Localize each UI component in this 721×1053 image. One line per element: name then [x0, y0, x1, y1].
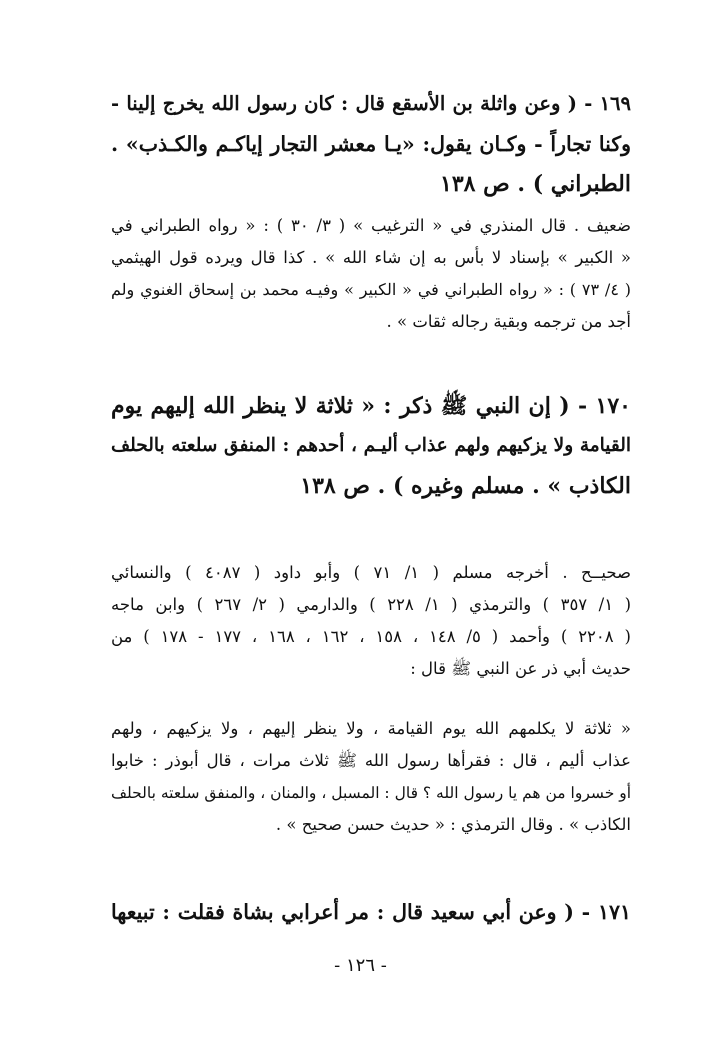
note-170-text-line: عذاب أليم ، قال : فقرأها رسول الله ﷺ ثلاث مرات ، قال أبوذر : خابوا: [111, 751, 631, 770]
hadith-169-line: وكنا تجاراً - وكـان يقول: «يـا معشر التجار إياكـم والكـذب» .: [111, 132, 631, 156]
note-169-line: « الكبير » بإسناد لا بأس به إن شاء الله » . كذا قال ويرده قول الهيثمي: [111, 248, 631, 267]
hadith-171: [111, 892, 631, 932]
note-170-sources-line: صحيــح . أخرجه مسلم ( ١/ ٧١ ) وأبو داود ( ٤٠٨٧ ) والنسائي: [111, 563, 631, 582]
hadith-170-line: ١٧٠ - ( إن النبي ﷺ ذكر : « ثلاثة لا ينظر الله إليهم يوم: [111, 393, 631, 419]
note-170-sources-line: حديث أبي ذر عن النبي ﷺ قال :: [410, 659, 631, 678]
hadith-170-line: الكاذب » . مسلم وغيره ) . ص ١٣٨: [300, 473, 631, 499]
note-169: [111, 210, 631, 338]
note-170-sources-line: ( ٢٢٠٨ ) وأحمد ( ٥/ ١٤٨ ، ١٥٨ ، ١٦٢ ، ١٦٨ ، ١٧٧ - ١٧٨ ) من: [111, 627, 631, 646]
note-170-sources-line: ( ١/ ٣٥٧ ) والترمذي ( ١/ ٢٢٨ ) والدارمي ( ٢/ ٢٦٧ ) وابن ماجه: [111, 595, 631, 614]
note-170-sources: [111, 557, 631, 685]
note-170-text: [111, 713, 631, 841]
hadith-170-line: القيامة ولا يزكيهم ولهم عذاب أليـم ، أحدهم : المنفق سلعته بالحلف: [111, 435, 631, 456]
note-170-text-line: الكاذب » . وقال الترمذي : « حديث حسن صحيح » .: [275, 815, 631, 834]
hadith-169-line: الطبراني ) . ص ١٣٨: [440, 171, 631, 197]
hadith-170: [111, 386, 631, 506]
page-number: - ١٢٦ -: [334, 955, 387, 976]
note-170-text-line: أو خسروا من هم يا رسول الله ؟ قال : المسبل ، والمنان ، والمنفق سلعته بالحلف: [111, 784, 631, 802]
note-169-line: أجد من ترجمه وبقية رجاله ثقات » .: [386, 312, 631, 331]
hadith-169: [111, 84, 631, 204]
note-169-line: ( ٤/ ٧٣ ) : « رواه الطبراني في « الكبير » وفيـه محمد بن إسحاق الغنوي ولم: [111, 280, 631, 299]
note-169-line: ضعيف . قال المنذري في « الترغيب » ( ٣/ ٣٠ ) : « رواه الطبراني في: [111, 216, 631, 235]
hadith-169-line: ١٦٩ - ( وعن واثلة بن الأسقع قال : كان رسول الله يخرج إلينا -: [111, 92, 631, 115]
note-170-text-line: « ثلاثة لا يكلمهم الله يوم القيامة ، ولا ينظر إليهم ، ولا يزكيهم ، ولهم: [111, 719, 631, 738]
hadith-171-line: ١٧١ - ( وعن أبي سعيد قال : مر أعرابي بشاة فقلت : تبيعها: [111, 900, 631, 924]
